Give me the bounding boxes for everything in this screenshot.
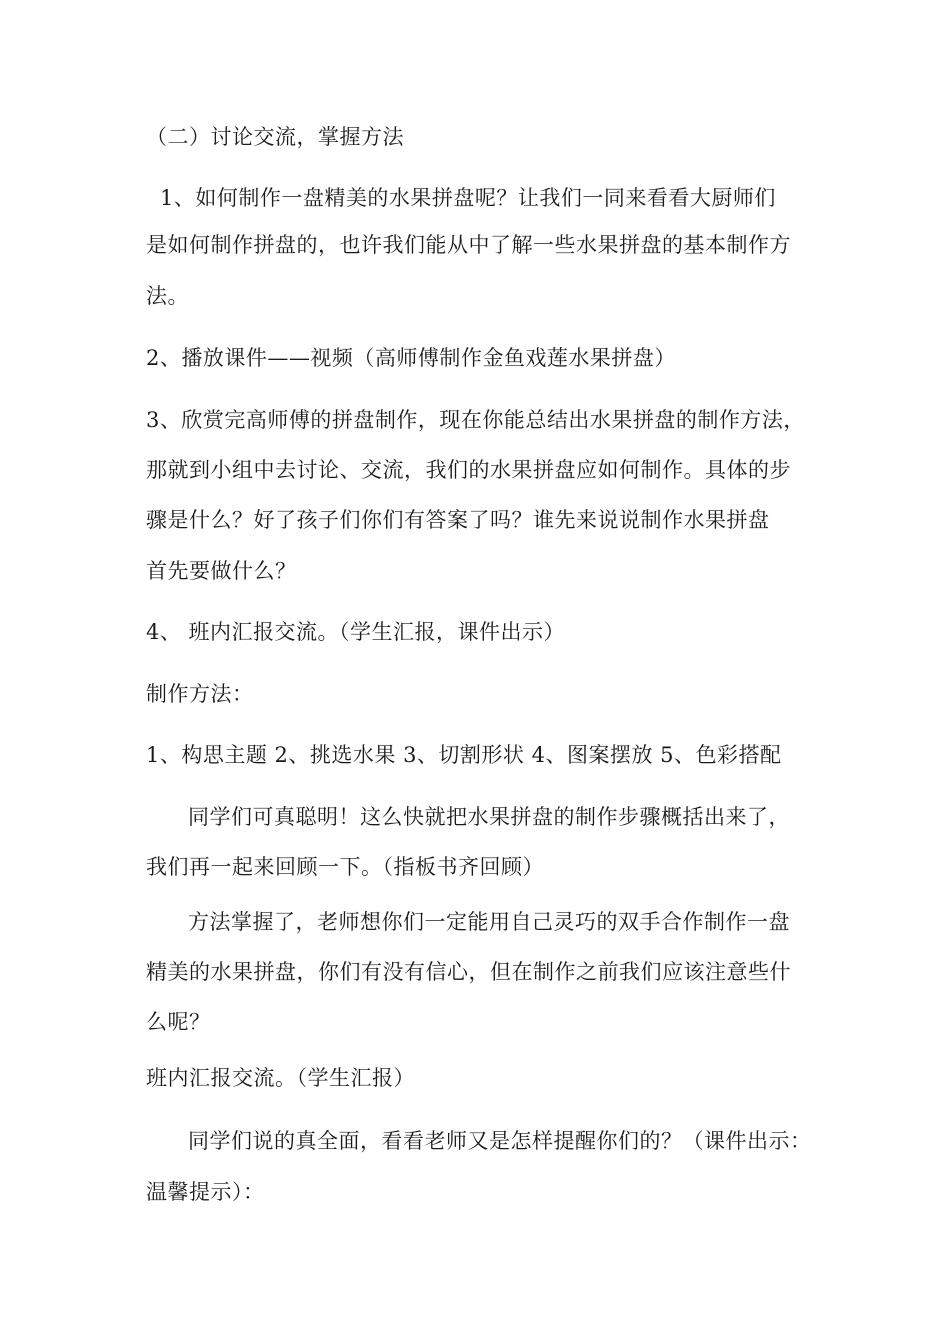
paragraph-7: 班内汇报交流。（学生汇报） [146, 1066, 415, 1090]
paragraph-3-line-2: 那就到小组中去讨论、交流，我们的水果拼盘应如何制作。具体的步 [146, 458, 791, 482]
methods-list: 1、构思主题 2、挑选水果 3、切割形状 4、图案摆放 5、色彩搭配 [146, 743, 782, 767]
paragraph-3-line-3: 骤是什么？好了孩子们你们有答案了吗？谁先来说说制作水果拼盘 [146, 508, 770, 532]
paragraph-2: 2、播放课件——视频（高师傅制作金鱼戏莲水果拼盘） [146, 346, 676, 370]
paragraph-3-line-1: 3、欣赏完高师傅的拼盘制作，现在你能总结出水果拼盘的制作方法， [146, 408, 805, 432]
paragraph-5-line-2: 我们再一起来回顾一下。（指板书齐回顾） [146, 855, 544, 879]
methods-label: 制作方法： [146, 682, 254, 706]
section-heading: （二）讨论交流，掌握方法 [146, 125, 404, 149]
paragraph-6-line-2: 精美的水果拼盘，你们有没有信心，但在制作之前我们应该注意些什 [146, 960, 791, 984]
paragraph-8-line-1: 同学们说的真全面，看看老师又是怎样提醒你们的？（课件出示： [188, 1129, 812, 1153]
paragraph-6-line-3: 么呢？ [146, 1010, 211, 1034]
paragraph-1-line-2: 是如何制作拼盘的，也许我们能从中了解一些水果拼盘的基本制作方 [146, 233, 791, 257]
paragraph-1-line-3: 法。 [146, 284, 189, 308]
paragraph-6-line-1: 方法掌握了，老师想你们一定能用自己灵巧的双手合作制作一盘 [188, 910, 790, 934]
paragraph-5-line-1: 同学们可真聪明！这么快就把水果拼盘的制作步骤概括出来了， [188, 805, 790, 829]
paragraph-8-line-2: 温馨提示）： [146, 1180, 265, 1204]
paragraph-4: 4、 班内汇报交流。（学生汇报，课件出示） [146, 620, 566, 644]
paragraph-3-line-4: 首先要做什么？ [146, 559, 297, 583]
paragraph-1-line-1: 1、如何制作一盘精美的水果拼盘呢？让我们一同来看看大厨师们 [160, 186, 776, 210]
